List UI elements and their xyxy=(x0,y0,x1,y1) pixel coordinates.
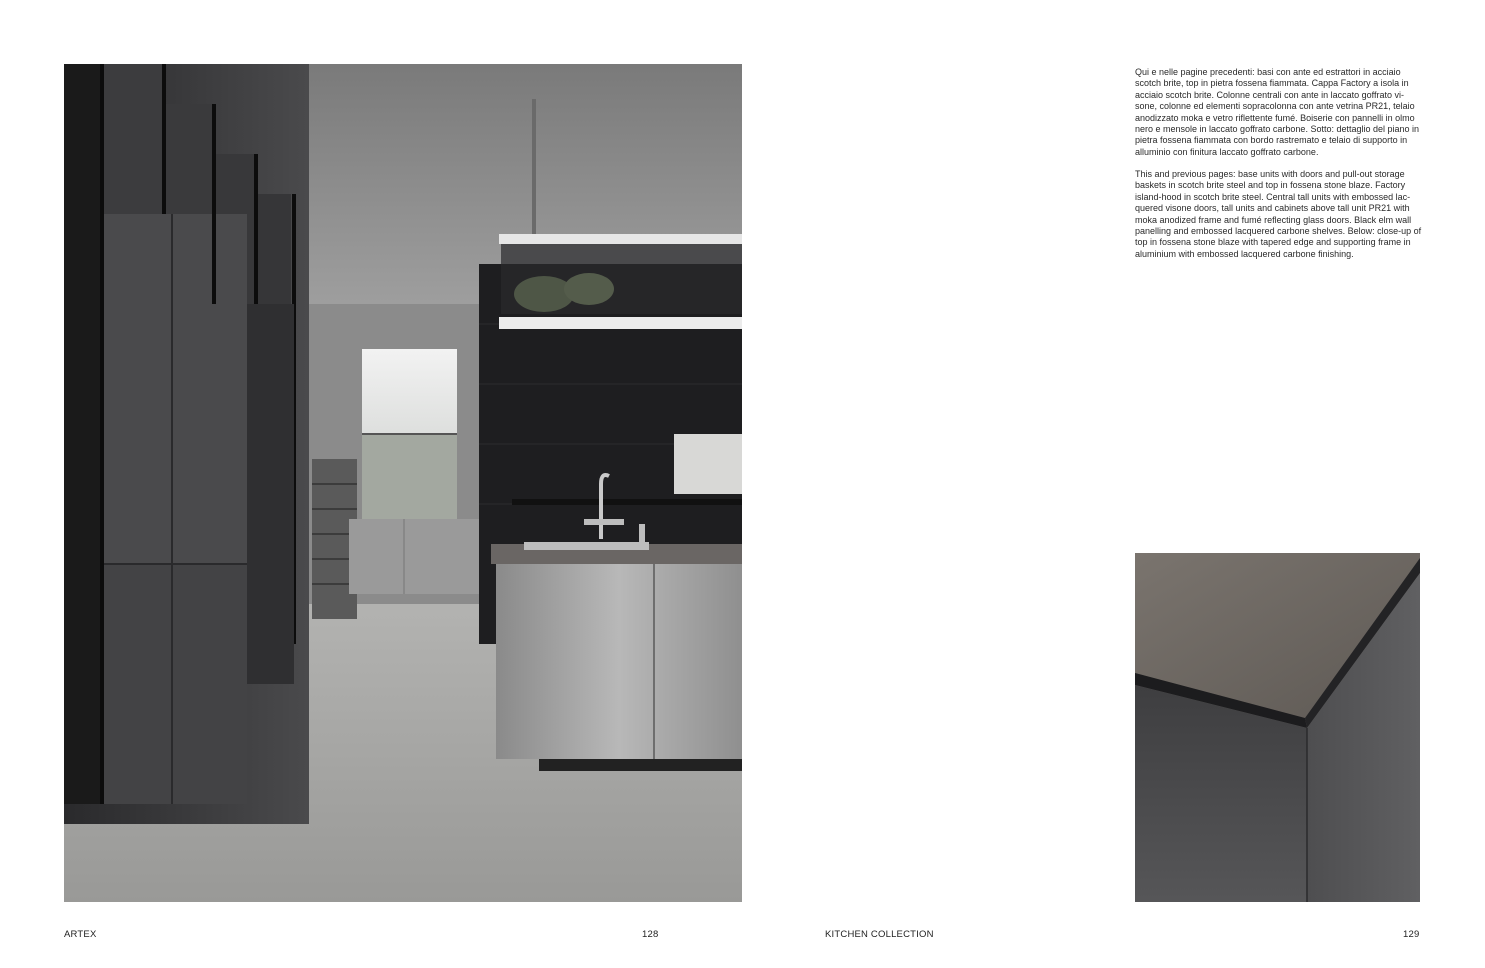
caption-italian: Qui e nelle pagine precedenti: basi con ante ed estrattori in acciaio scotch brite, top in pietra fossena fiammata. Cappa Factory a isola in acciaio scotch brite. Colonne centrali con ante in laccato goffrato vi-sone, colonne ed elementi sopracolonna con ante vetrina PR21, telaio anodizzato moka e vetro riflettente fumé. Boiserie con pannelli in olmo nero e mensole in laccato goffrato carbone. Sotto: dettaglio del piano in pietra fossena fiammata con bordo rastremato e telaio di supporto in alluminio con finitura laccato goffrato carbone. xyxy=(1135,67,1420,157)
page-number-right: 129 xyxy=(1403,929,1420,940)
footer-brand: ARTEX xyxy=(64,929,97,940)
countertop-detail-photo xyxy=(1135,553,1420,902)
caption-english: This and previous pages: base units with doors and pull-out storage baskets in scotch brite steel and top in fossena stone blaze. Factory island-hood in scotch brite steel. Central tall units with embossed lac-quered visone doors, tall units and cabinets above tall unit PR21 with moka anodized frame and fumé reflecting glass doors. Black elm wall panelling and embossed lacquered carbone shelves. Below: close-up of top in fossena stone blaze with tapered edge and supporting frame in aluminium with embossed lacquered carbone finishing. xyxy=(1135,169,1422,259)
page-number-left: 128 xyxy=(642,929,659,940)
footer-collection-title: KITCHEN COLLECTION xyxy=(825,929,934,940)
kitchen-photo xyxy=(64,64,742,902)
